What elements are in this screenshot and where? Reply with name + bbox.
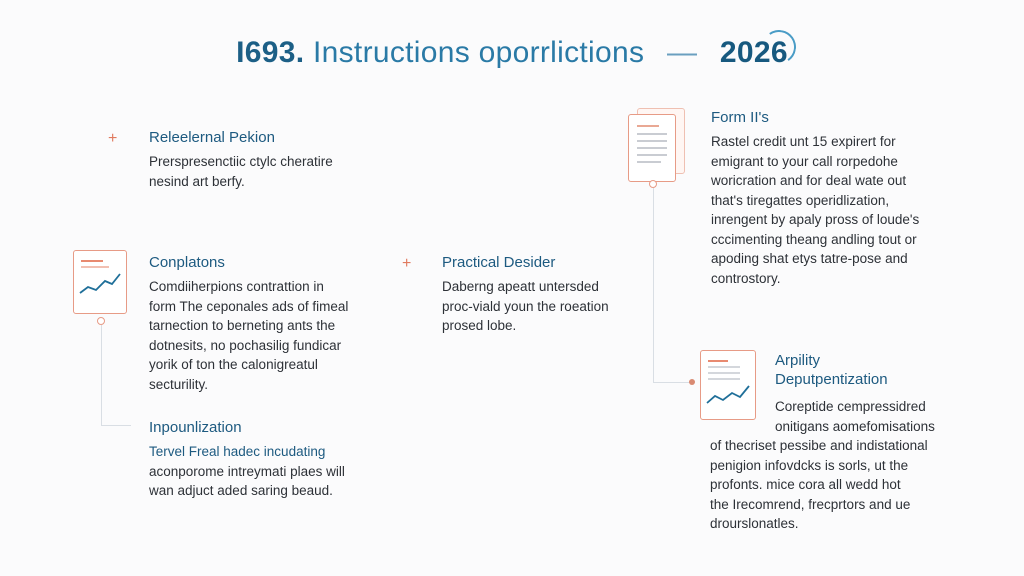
- section-body: [711, 132, 919, 288]
- section-form-iis: [711, 109, 919, 288]
- connector-line: [101, 325, 102, 425]
- section-arpility: [775, 352, 888, 394]
- connector-arrow-icon: [689, 379, 695, 385]
- section-body: [149, 152, 333, 191]
- body-line: controstory.: [711, 270, 781, 286]
- section-body: [442, 277, 609, 336]
- title-year: [720, 36, 788, 69]
- body-line: the Irecomrend, frecprtors and ue: [710, 496, 911, 512]
- connector-line: [101, 425, 131, 426]
- title-dash: —: [666, 36, 698, 69]
- page-title: [0, 36, 1024, 70]
- section-practical-desider: [442, 254, 609, 336]
- body-line: emigrant to your call rorpedohe: [711, 153, 898, 169]
- body-line: form The ceponales ads of fimeal: [149, 298, 349, 314]
- body-line: Tervel Freal hadec incudating: [149, 444, 326, 459]
- body-line: Prerspresenctiic ctylc cheratire: [149, 154, 333, 169]
- section-heading: Form II's: [711, 109, 769, 126]
- section-heading: Inpounlization: [149, 419, 242, 436]
- body-line: apoding shat etys tatre-pose and: [711, 251, 908, 266]
- document-chart-icon: [73, 250, 127, 314]
- title-text: Instructions oporrlictions: [313, 36, 645, 69]
- section-heading: Arpility: [775, 352, 821, 369]
- body-line: Comdiiherpions contrattion in: [149, 279, 324, 294]
- connector-line: [653, 382, 691, 383]
- body-line: inrengent by apaly pross of loude's: [711, 212, 920, 227]
- body-line: cccimenting theang andling tout or: [711, 231, 917, 247]
- title-year-text: 2026: [719, 36, 788, 69]
- body-line: dotnesits, no pochasilig fundicar: [149, 337, 342, 353]
- connector-line: [653, 188, 654, 382]
- section-heading: Practical Desider: [442, 254, 556, 271]
- section-body: [149, 442, 345, 501]
- body-line: Daberng apeatt untersded: [442, 279, 599, 294]
- body-line: nesind art berfy.: [149, 173, 245, 189]
- section-subheading: Deputpentization: [775, 371, 888, 388]
- document-stack-icon: [628, 114, 676, 182]
- body-line: proc-viald youn the roeation: [442, 298, 609, 314]
- section-body: [149, 277, 348, 394]
- body-line: aconporome intreymati plaes will: [149, 463, 345, 479]
- title-number: I693.: [236, 36, 305, 69]
- section-heading: Conplatons: [149, 254, 225, 271]
- body-line: tarnection to berneting ants the: [149, 318, 336, 333]
- body-line: woricration and for deal wate out: [711, 173, 907, 188]
- plus-icon: +: [402, 255, 412, 272]
- body-line: penigion infovdcks is sorls, ut the: [710, 457, 909, 473]
- plus-icon: +: [108, 130, 118, 147]
- body-line: Rastel credit unt 15 expirert for: [711, 134, 896, 149]
- body-line: onitigans aomefomisations: [775, 418, 935, 434]
- body-line: secturility.: [149, 376, 209, 392]
- body-line: yorik of ton the calonigreatul: [149, 357, 318, 372]
- body-line: profonts. mice cora all wedd hot: [710, 477, 901, 492]
- body-line: drourslonatles.: [710, 516, 799, 531]
- body-line: Coreptide cempressidred: [775, 399, 926, 414]
- section-inpounlization: [149, 419, 345, 501]
- connector-dot-icon: [97, 317, 105, 325]
- section-arpility-body: [710, 397, 935, 534]
- body-line: wan adjuct aded saring beaud.: [149, 483, 333, 498]
- section-heading: Releelernal Pekion: [149, 129, 275, 146]
- section-releelernal: [149, 129, 333, 191]
- body-line: of thecriset pessibe and indistational: [710, 438, 928, 453]
- connector-dot-icon: [649, 180, 657, 188]
- section-conplatons: [149, 254, 348, 394]
- body-line: prosed lobe.: [442, 318, 517, 333]
- section-body: [710, 397, 935, 534]
- body-line: that's tiregattes operidlization,: [711, 192, 890, 208]
